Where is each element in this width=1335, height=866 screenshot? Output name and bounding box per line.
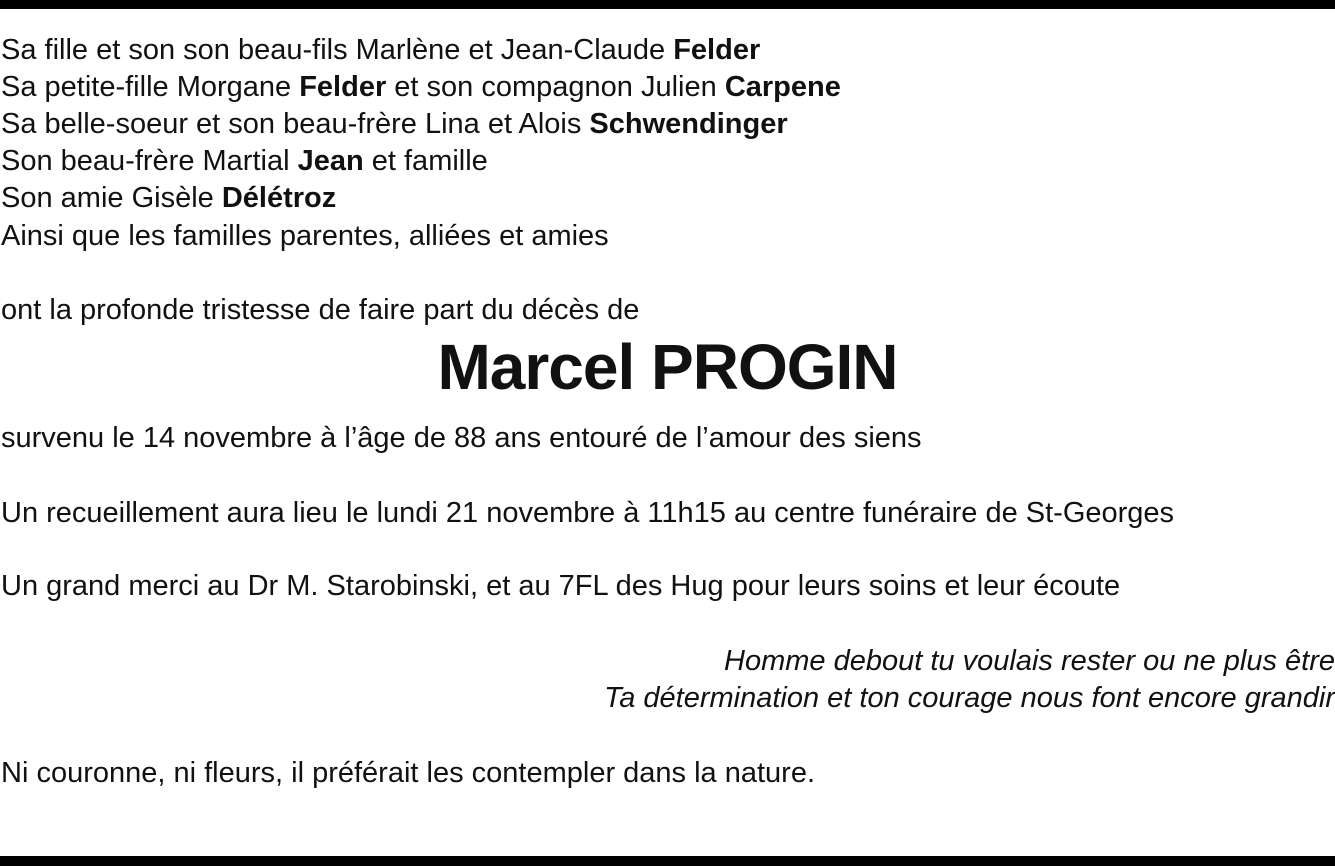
top-border-rule	[0, 0, 1335, 9]
family-line-4	[1, 143, 488, 180]
announcement-text: ont la profonde tristesse de faire part du décès de	[1, 294, 640, 326]
family-line-2-surname: Felder	[299, 71, 387, 103]
deceased-name: Marcel PROGIN	[437, 331, 898, 403]
ceremony-text: Un recueillement aura lieu le lundi 21 novembre à 11h15 au centre funéraire de St-Georges	[1, 497, 1175, 529]
family-line-4-text: Son beau-frère Martial	[1, 145, 298, 177]
family-line-3	[1, 106, 788, 143]
death-info-text: survenu le 14 novembre à l’âge de 88 ans entouré de l’amour des siens	[1, 422, 922, 454]
family-line-5-text: Son amie Gisèle	[1, 182, 222, 214]
family-line-2-tail: et son compagnon Julien	[386, 71, 725, 103]
family-line-4-surname: Jean	[297, 145, 364, 177]
family-line-4-tail: et famille	[363, 145, 488, 177]
poem-line-2: Ta détermination et ton courage nous font encore grandir	[604, 682, 1335, 714]
poem-line-1: Homme debout tu voulais rester ou ne plus être	[724, 645, 1335, 677]
family-line-1	[1, 32, 760, 69]
family-line-1-surname: Felder	[673, 34, 761, 66]
thanks-text: Un grand merci au Dr M. Starobinski, et au 7FL des Hug pour leurs soins et leur écoute	[1, 570, 1121, 602]
family-line-1-text: Sa fille et son son beau-fils Marlène et Jean-Claude	[1, 34, 674, 66]
family-line-6	[1, 218, 609, 255]
family-line-3-text: Sa belle-soeur et son beau-frère Lina et Alois	[1, 108, 590, 140]
family-line-2-surname-2: Carpene	[724, 71, 841, 103]
bottom-border-rule	[0, 856, 1335, 866]
family-line-2-text: Sa petite-fille Morgane	[1, 71, 300, 103]
family-line-5-surname: Délétroz	[221, 182, 337, 214]
closing-text: Ni couronne, ni fleurs, il préférait les contempler dans la nature.	[1, 757, 816, 789]
family-line-5	[1, 180, 336, 217]
family-line-6-text: Ainsi que les familles parentes, alliées et amies	[1, 220, 609, 252]
family-line-3-surname: Schwendinger	[589, 108, 788, 140]
family-line-2	[1, 69, 841, 106]
